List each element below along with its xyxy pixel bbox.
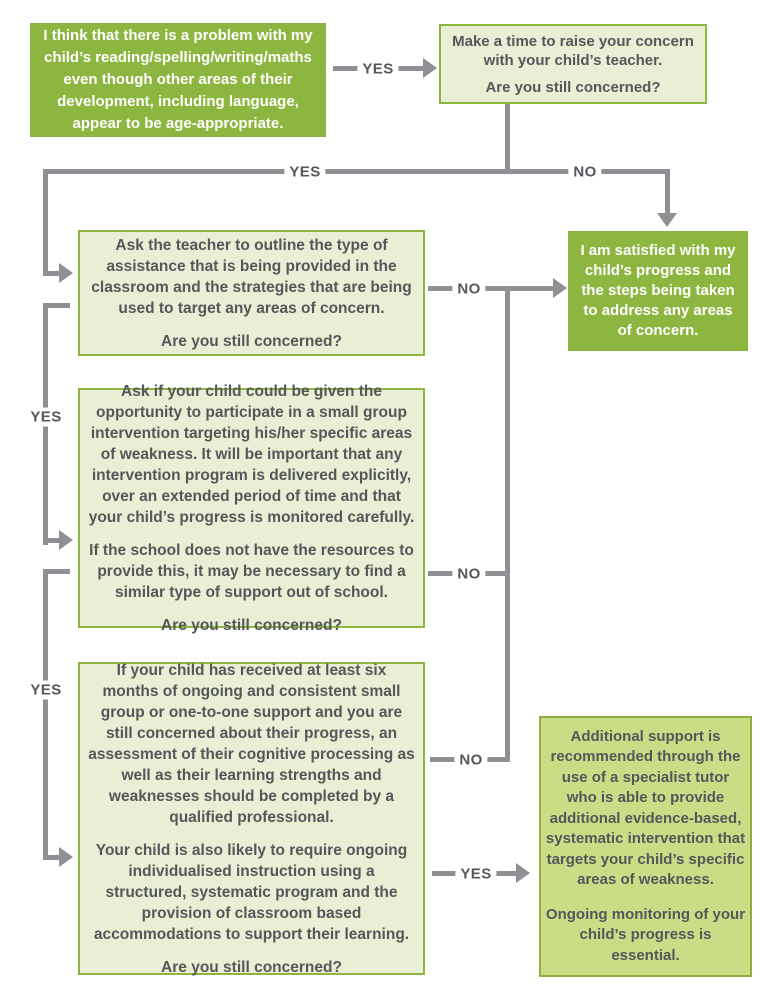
line-no1 — [428, 286, 554, 291]
satisfied-text: I am satisfied with my child’s progress and the steps being taken to address any areas of concern. — [580, 242, 736, 339]
line-into-small-group — [43, 538, 60, 543]
small-group-question: Are you still concerned? — [161, 616, 342, 634]
raise-concern-text: Make a time to raise your concern with your child’s teacher. — [452, 32, 694, 69]
line-raise-concern-down — [505, 104, 510, 174]
arrowhead-right-additional-support — [516, 863, 530, 883]
label-no-2: NO — [452, 565, 485, 584]
label-yes-3: YES — [455, 865, 496, 884]
label-no-row: NO — [568, 163, 601, 182]
ongoing-monitoring-text: Ongoing monitoring of your child’s progress is essential. — [545, 905, 746, 964]
line-yes2-down — [43, 569, 48, 860]
assessment-text-2: Your child is also likely to require ongoing individualised instruction using a structured, systematic program and the provision of classroom based accommodations to support their learning. — [93, 841, 410, 943]
box-small-group-intervention — [78, 382, 425, 634]
label-yes-1: YES — [25, 408, 66, 427]
label-yes-row: YES — [284, 163, 325, 182]
arrowhead-right-satisfied — [553, 278, 567, 298]
problem-text: I think that there is a problem with my child’s reading/spelling/writing/maths even though other areas of their development, including language, appear to be age-appropriate. — [43, 27, 313, 132]
box-satisfied-outcome — [568, 231, 748, 351]
box-ask-teacher — [78, 230, 425, 356]
ask-teacher-question: Are you still concerned? — [161, 332, 342, 350]
ask-teacher-text: Ask the teacher to outline the type of assistance that is being provided in the classroom and the strategies that are being used to target any areas of concern. — [91, 236, 412, 317]
label-yes-top: YES — [357, 60, 398, 79]
line-no-spine — [505, 286, 510, 762]
line-yes-top — [397, 66, 424, 71]
small-group-text-1: Ask if your child could be given the opportunity to participate in a small group intervention targeting his/her specific areas of weakness. It will be important that any intervention program is delivered explicitly, over an extended period of time and that your child’s progress is monitored carefully. — [88, 382, 415, 526]
line-no-row-down — [665, 169, 670, 214]
assessment-question: Are you still concerned? — [161, 958, 342, 976]
arrowhead-right-raise-concern — [423, 58, 437, 78]
arrowhead-right-small-group — [59, 530, 73, 550]
label-yes-2: YES — [25, 681, 66, 700]
box-problem-statement — [30, 23, 326, 137]
small-group-text-2: If the school does not have the resources to provide this, it may be necessary to find a similar type of support out of school. — [89, 541, 414, 601]
assessment-text-1: If your child has received at least six months of ongoing and consistent small group or one-to-one support and you are still concerned about their progress, an assessment of their cognitive processing as well as their learning strengths and weaknesses should be completed by a qualified professional. — [88, 661, 415, 826]
line-left-branch-1 — [43, 169, 48, 276]
label-no-3: NO — [454, 751, 487, 770]
additional-support-text: Additional support is recommended through the use of a specialist tutor who is able to provide additional evidence-based, systematic intervention that targets your child’s specific areas of weakness. — [545, 727, 746, 889]
arrowhead-down-satisfied — [657, 213, 677, 227]
arrowhead-right-assessment — [59, 847, 73, 867]
label-no-1: NO — [452, 280, 485, 299]
box-assessment-support — [78, 662, 425, 975]
line-into-assessment — [43, 855, 60, 860]
line-into-ask-teacher — [43, 271, 60, 276]
raise-concern-question: Are you still concerned? — [485, 78, 661, 96]
box-additional-support — [539, 716, 752, 977]
box-raise-concern — [439, 24, 707, 104]
arrowhead-right-ask-teacher — [59, 263, 73, 283]
